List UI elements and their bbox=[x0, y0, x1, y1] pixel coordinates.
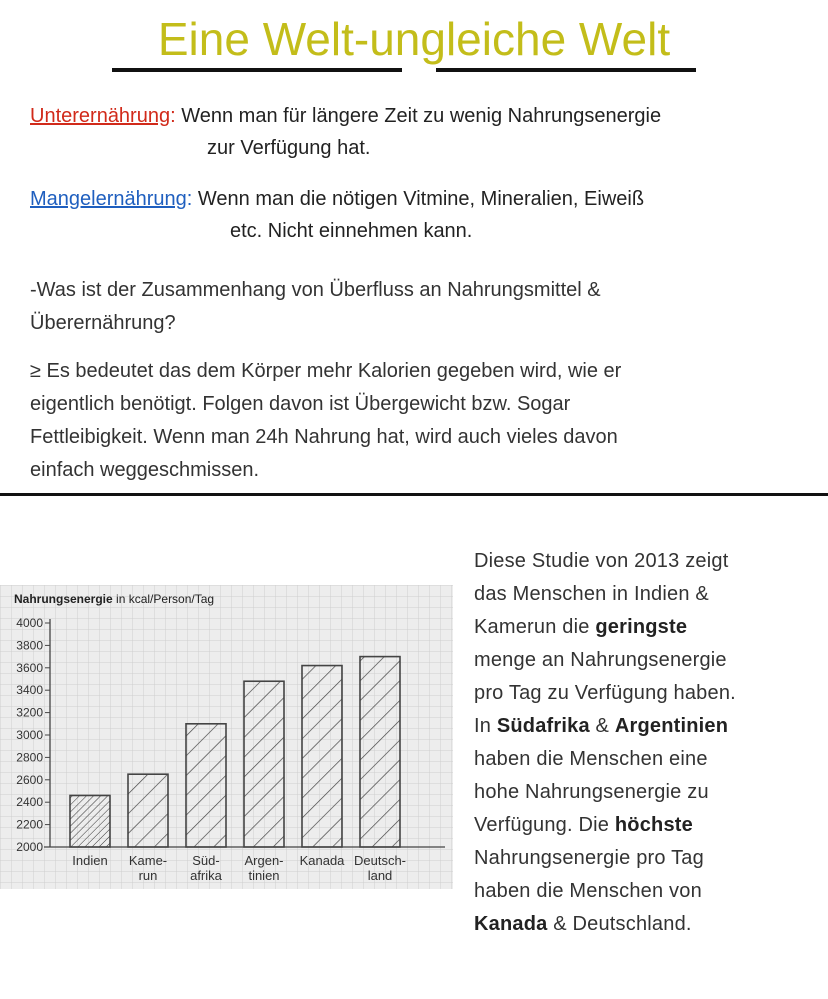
study-bold: Südafrika bbox=[496, 715, 590, 737]
y-tick-label: 3800 bbox=[16, 638, 43, 653]
study-text-span: Verfügung. Die bbox=[474, 814, 615, 836]
y-tick-label: 2800 bbox=[16, 750, 43, 765]
study-line bbox=[474, 809, 814, 842]
chart-title-rest: in kcal/Person/Tag bbox=[112, 592, 215, 606]
x-tick-label: Deutsch- bbox=[353, 853, 407, 868]
y-tick-label: 2200 bbox=[16, 817, 43, 832]
question bbox=[30, 274, 790, 340]
x-tick-label: tinien bbox=[248, 868, 280, 883]
bar bbox=[302, 666, 342, 847]
definition-unterernaehrung bbox=[30, 100, 810, 164]
study-bold: höchste bbox=[614, 814, 693, 836]
chart-title-bold: Nahrungsenergie bbox=[14, 592, 113, 606]
y-tick-label: 3000 bbox=[16, 728, 43, 742]
study-line: haben die Menschen von bbox=[474, 880, 702, 902]
question-line: Überernährung? bbox=[30, 312, 176, 334]
study-line: Diese Studie von 2013 zeigt bbox=[474, 550, 729, 572]
study-text-span: Kamerun die bbox=[474, 616, 596, 638]
study-text-span: & bbox=[589, 715, 615, 737]
study-line: menge an Nahrungsenergie bbox=[474, 649, 727, 671]
title-underline-right bbox=[436, 68, 696, 72]
study-line: Nahrungsenergie pro Tag bbox=[474, 847, 704, 869]
y-tick-label: 2400 bbox=[16, 795, 43, 810]
definition-line: zur Verfügung hat. bbox=[207, 137, 371, 159]
term-mangelernaehrung: Mangelernährung bbox=[30, 188, 187, 210]
y-tick-label: 2600 bbox=[16, 772, 43, 787]
study-line bbox=[474, 710, 814, 743]
term-colon: : bbox=[170, 105, 176, 127]
title-underline-left bbox=[112, 68, 402, 72]
y-tick-label: 3600 bbox=[16, 660, 43, 675]
definition-line: Wenn man die nötigen Vitmine, Mineralien, Eiweiß bbox=[192, 188, 645, 210]
x-tick-label: Indien bbox=[72, 853, 108, 868]
x-tick-label: Kame- bbox=[128, 853, 168, 868]
study-bold: Kanada bbox=[474, 913, 548, 935]
definition-line: etc. Nicht einnehmen kann. bbox=[230, 220, 473, 242]
y-tick-label: 3200 bbox=[16, 705, 43, 720]
question-line: -Was ist der Zusammenhang von Überfluss an Nahrungsmittel & bbox=[30, 279, 601, 301]
study-line: das Menschen in Indien & bbox=[474, 583, 709, 605]
bar bbox=[128, 774, 168, 847]
x-tick-label: Argen- bbox=[244, 853, 284, 868]
x-tick-label: afrika bbox=[190, 868, 222, 883]
study-bold: Argentinien bbox=[614, 715, 729, 737]
y-tick-label: 3400 bbox=[16, 683, 43, 698]
study-line: hohe Nahrungsenergie zu bbox=[474, 781, 709, 803]
term-colon: : bbox=[186, 188, 193, 210]
x-tick-label: Kanada bbox=[299, 853, 345, 868]
x-tick-label: run bbox=[138, 868, 158, 883]
y-tick-label: 2000 bbox=[16, 840, 43, 854]
term-unterernaehrung: Unterernährung bbox=[30, 105, 171, 127]
study-line bbox=[474, 908, 814, 941]
bar-chart bbox=[0, 585, 453, 889]
chart-photo bbox=[0, 585, 453, 889]
answer bbox=[30, 355, 790, 487]
bar bbox=[70, 795, 110, 847]
bar bbox=[244, 681, 284, 847]
study-line bbox=[474, 611, 814, 644]
bar bbox=[360, 657, 400, 847]
y-tick-label: 4000 bbox=[16, 616, 43, 630]
svg-text:Nahrungsenergie in kcal/Person bbox=[14, 592, 214, 606]
definition-mangelernaehrung bbox=[30, 183, 810, 247]
x-tick-label: land bbox=[367, 868, 393, 883]
bar bbox=[186, 724, 226, 847]
answer-line: eigentlich benötigt. Folgen davon ist Übergewicht bzw. Sogar bbox=[30, 393, 571, 415]
answer-line: Fettleibigkeit. Wenn man 24h Nahrung hat, wird auch vieles davon bbox=[30, 426, 618, 448]
study-line: pro Tag zu Verfügung haben. bbox=[474, 682, 736, 704]
x-tick-label: Süd- bbox=[192, 853, 220, 868]
study-text bbox=[474, 545, 814, 941]
study-text-span: & Deutschland. bbox=[547, 913, 692, 935]
study-text-span: In bbox=[474, 715, 497, 737]
answer-line: ≥ Es bedeutet das dem Körper mehr Kalorien gegeben wird, wie er bbox=[30, 360, 622, 382]
definition-line: Wenn man für längere Zeit zu wenig Nahrungsenergie bbox=[175, 105, 662, 127]
section-divider bbox=[0, 493, 828, 496]
answer-line: einfach weggeschmissen. bbox=[30, 459, 260, 481]
study-line: haben die Menschen eine bbox=[474, 748, 708, 770]
study-bold: geringste bbox=[595, 616, 688, 638]
page-title: Eine Welt-ungleiche Welt bbox=[157, 13, 671, 65]
